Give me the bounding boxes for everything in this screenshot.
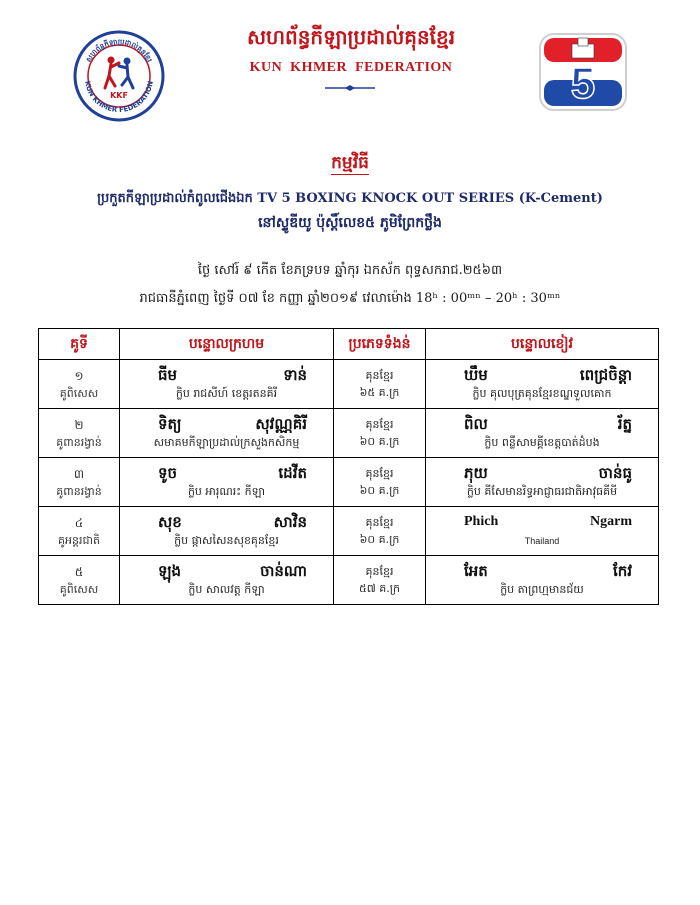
blue-fighter-club: ក្លិប គីសែមានរិទ្ធអាជ្ញាធរជាតិអាវុធគីមី <box>466 485 618 498</box>
fight-card-table <box>38 328 659 605</box>
event-time: រាជធានីភ្នំពេញ ថ្ងៃទី ០៧ ខែ កញ្ញា ឆ្នាំ២០១៩ វេលាម៉ោង 18ʰ : 00ᵐⁿ – 20ʰ : 30ᵐⁿ <box>139 291 561 306</box>
blue-fighter-cell <box>426 507 659 556</box>
weight-category: គុនខ្មែរ <box>365 369 394 382</box>
red-fighter-name: ទិត្យ សុវណ្ណគិរី <box>158 415 307 433</box>
bout-cell <box>39 409 120 458</box>
blue-fighter-cell <box>426 409 659 458</box>
blue-fighter-name: អែត កែវ <box>464 562 632 580</box>
blue-fighter-name: ភុយ ចាន់ធូ <box>464 464 632 482</box>
weight-value: ៦០ គ.ក្រ <box>359 533 400 546</box>
bout-cell <box>39 556 120 605</box>
red-fighter-cell <box>120 458 334 507</box>
bout-cell <box>39 507 120 556</box>
event-name: ប្រកួតកីឡាប្រដាល់កំពូលជើងឯក TV 5 BOXING KNOCK OUT SERIES (K-Cement) <box>97 191 603 206</box>
red-fighter-cell <box>120 507 334 556</box>
header-weight-class: ប្រភេទទំងន់ <box>334 329 426 360</box>
logo-top-text: សហព័ន្ធកីឡាប្រដាល់គុនខ្មែរ <box>84 37 154 64</box>
tv5-number: 5 <box>570 59 596 108</box>
blue-fighter-country: Thailand <box>524 536 560 546</box>
bout-class: គូពិសេស <box>59 386 99 400</box>
red-fighter-club: ក្លិប អារុណរះ កីឡា <box>187 485 266 498</box>
red-fighter-club: ក្លិប សាលវត្ត កីឡា <box>188 583 265 596</box>
blue-fighter-cell <box>426 360 659 409</box>
red-fighter-name: ធីម ទាន់ <box>158 366 307 384</box>
event-venue: នៅស្ទូឌីយូ ប៉ុស្តិ៍លេខ៥ ភូមិព្រែកថ្លឹង <box>258 215 442 231</box>
kkf-logo <box>73 30 165 122</box>
weight-cell <box>334 556 426 605</box>
bout-cell <box>39 360 120 409</box>
header-bout-no: គូទី <box>39 329 120 360</box>
bout-class: គូពិសេស <box>59 582 99 596</box>
blue-fighter-name: ឃឹម ពេជ្រចិន្តា <box>464 366 632 384</box>
weight-cell <box>334 360 426 409</box>
weight-cell <box>334 507 426 556</box>
red-fighter-name: ទូច ដេវីត <box>158 464 307 482</box>
bout-class: គូពានរង្វាន់ <box>56 435 102 449</box>
weight-value: ៦០ គ.ក្រ <box>359 484 400 497</box>
blue-fighter-cell <box>426 458 659 507</box>
logo-bottom-text: KUN KHMER FEDERATION <box>83 80 155 115</box>
bout-number: ៥ <box>74 564 84 579</box>
table-row <box>39 556 659 605</box>
red-fighter-club: ក្លិប រាជសីហ៍ ខេត្តរតនគិរី <box>175 387 278 400</box>
red-fighter-name: ឡុង ចាន់ណា <box>158 562 307 580</box>
weight-category: គុនខ្មែរ <box>365 418 394 431</box>
blue-fighter-name: ពិល រ័ត្ន <box>464 415 632 433</box>
federation-title-khmer: សហព័ន្ធកីឡាប្រដាល់គុនខ្មែរ <box>246 25 456 49</box>
ornament-divider <box>325 84 375 92</box>
tv5-logo <box>538 32 628 112</box>
bout-number: ៤ <box>74 515 84 530</box>
bout-class: គូអន្តរជាតិ <box>58 533 100 547</box>
bout-number: ៣ <box>73 466 85 481</box>
weight-cell <box>334 458 426 507</box>
red-fighter-cell <box>120 556 334 605</box>
weight-value: ៦០ គ.ក្រ <box>359 435 400 448</box>
red-fighter-club: សមាគមកីឡាប្រដាល់ក្រសួងកសិកម្ម <box>153 436 300 449</box>
bout-number: ១ <box>74 368 84 383</box>
red-fighter-name: សុខ សាវិន <box>158 513 307 531</box>
bout-class: គូពានរង្វាន់ <box>56 484 102 498</box>
weight-category: គុនខ្មែរ <box>365 516 394 529</box>
weight-value: ៥៧ គ.ក្រ <box>358 582 401 595</box>
table-row <box>39 507 659 556</box>
bout-cell <box>39 458 120 507</box>
red-fighter-cell <box>120 409 334 458</box>
program-title: កម្មវិធី <box>331 153 369 173</box>
table-row <box>39 458 659 507</box>
bout-number: ២ <box>74 417 84 432</box>
table-row <box>39 360 659 409</box>
blue-fighter-club: ក្លិប ពន្លឺសាមគ្គីខេត្តបាត់ដំបង <box>484 436 600 449</box>
federation-title-en: KUN KHMER FEDERATION <box>249 60 453 75</box>
red-fighter-cell <box>120 360 334 409</box>
event-date: ថ្ងៃ សៅរ៍ ៩ កើត ខែភទ្របទ ឆ្នាំកុរ ឯកស័ក ពុទ្ធសករាជ.២៥៦៣ <box>197 263 503 278</box>
blue-fighter-club: ក្លិប គុលបុត្រគុនខ្មែរខណ្ឌទួលគោក <box>472 387 612 400</box>
blue-fighter-name: Phich Ngarm <box>464 514 632 529</box>
red-fighter-club: ក្លិប ផ្កាសសៃនសុខគុនខ្មែរ <box>174 534 279 547</box>
weight-category: គុនខ្មែរ <box>365 467 394 480</box>
blue-fighter-club: ក្លិប តាព្រហ្មមានជ័យ <box>500 583 584 596</box>
weight-category: គុនខ្មែរ <box>365 565 394 578</box>
table-header-row <box>39 329 659 360</box>
header-red-corner: បន្ទោលក្រហម <box>120 329 334 360</box>
weight-value: ៦៥ គ.ក្រ <box>359 386 400 399</box>
table-row <box>39 409 659 458</box>
header-blue-corner: បន្ទោលខៀវ <box>426 329 659 360</box>
blue-fighter-cell <box>426 556 659 605</box>
logo-kkf-text: KKF <box>110 91 128 100</box>
weight-cell <box>334 409 426 458</box>
